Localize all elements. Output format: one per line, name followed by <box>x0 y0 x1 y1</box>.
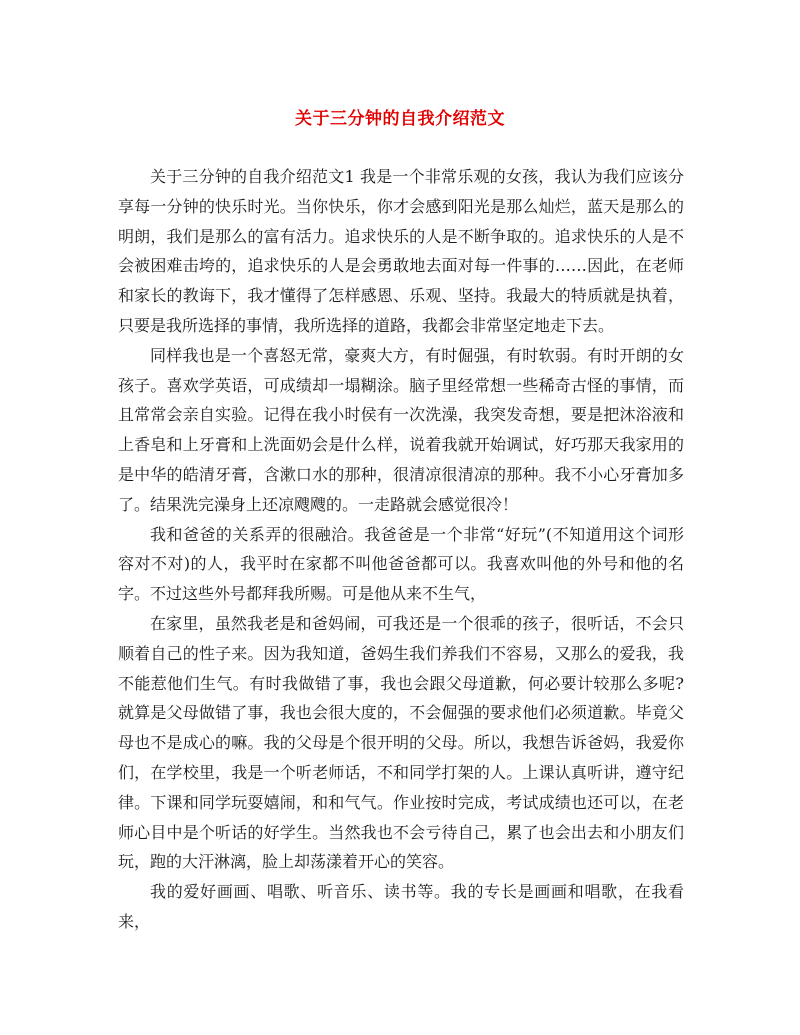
document-title: 关于三分钟的自我介绍范文 <box>295 109 505 129</box>
paragraph-1: 关于三分钟的自我介绍范文1 我是一个非常乐观的女孩，我认为我们应该分享每一分钟的快乐时光。当你快乐，你才会感到阳光是那么灿烂，蓝天是那么的明朗，我们是那么的富有活力。追求快乐的人是不断争取的。追求快乐的人是不会被困难击垮的，追求快乐的人是会勇敢地去面对每一件事的……因此，在老师和家长的教诲下，我才懂得了怎样感恩、乐观、坚持。我最大的特质就是执着，只要是我所选择的事情，我所选择的道路，我都会非常坚定地走下去。 <box>118 167 684 335</box>
paragraph-5: 我的爱好画画、唱歌、听音乐、读书等。我的专长是画画和唱歌，在我看来， <box>118 882 684 931</box>
paragraph-4: 在家里，虽然我老是和爸妈闹，可我还是一个很乖的孩子，很听话，不会只顺着自己的性子来。因为我知道，爸妈生我们养我们不容易，又那么的爱我，我不能惹他们生气。有时我做错了事，我也会跟父母道歉，何必要计较那么多呢?就算是父母做错了事，我也会很大度的，不会倔强的要求他们必须道歉。毕竟父母也不是成心的嘛。我的父母是个很开明的父母。所以，我想告诉爸妈，我爱你们，在学校里，我是一个听老师话，不和同学打架的人。上课认真听讲，遵守纪律。下课和同学玩耍嬉闹，和和气气。作业按时完成，考试成绩也还可以，在老师心目中是个听话的好学生。当然我也不会亏待自己，累了也会出去和小朋友们玩，跑的大汗淋漓，脸上却荡漾着开心的笑容。 <box>118 613 684 872</box>
paragraph-2: 同样我也是一个喜怒无常，豪爽大方，有时倔强，有时软弱。有时开朗的女孩子。喜欢学英语，可成绩却一塌糊涂。脑子里经常想一些稀奇古怪的事情，而且常常会亲自实验。记得在我小时侯有一次洗澡，我突发奇想，要是把沐浴液和上香皂和上牙膏和上洗面奶会是什么样，说着我就开始调试，好巧那天我家用的是中华的皓清牙膏，含漱口水的那种，很清凉很清凉的那种。我不小心牙膏加多了。结果洗完澡身上还凉飕飕的。一走路就会感觉很冷！ <box>118 345 684 514</box>
paragraph-3: 我和爸爸的关系弄的很融洽。我爸爸是一个非常“好玩”(不知道用这个词形容对不对)的人，我平时在家都不叫他爸爸都可以。我喜欢叫他的外号和他的名字。不过这些外号都拜我所赐。可是他从来不生气， <box>118 524 684 604</box>
document-body <box>118 162 684 937</box>
